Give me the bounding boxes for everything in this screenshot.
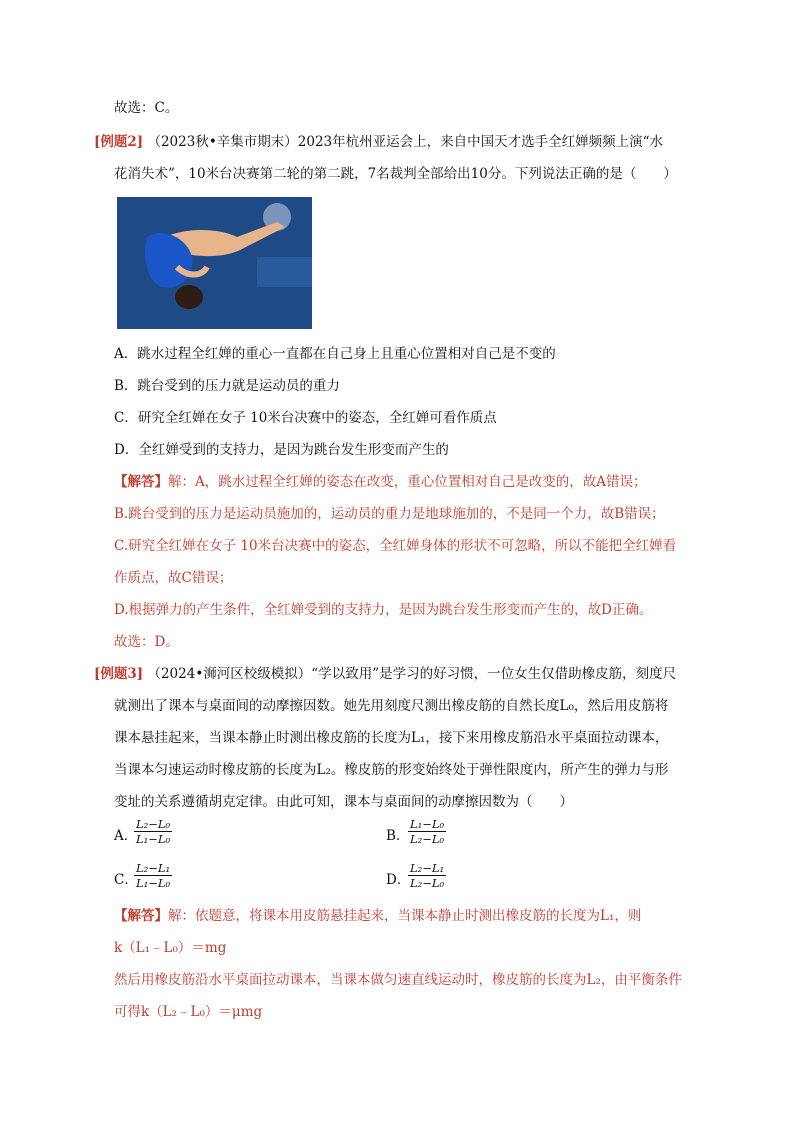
solution-tag: 【解答】 [114,908,168,924]
solution-text: 解：依题意，将课本用皮筋悬挂起来，当课本静止时测出橡皮筋的长度为L₁，则 [168,908,642,924]
numerator: L₁−L₀ [410,817,445,831]
denominator: L₂−L₀ [410,832,445,846]
numerator: L₂−L₁ [136,861,171,875]
choice-a-label: A． [114,828,138,844]
choice-d-label: D． [386,872,411,888]
solution-3-line-1 [114,906,641,926]
diver-illustration [117,197,312,329]
option-c: C．研究全红婵在女子 10米台决赛中的姿态，全红婵可看作质点 [114,410,497,426]
choice-a-fraction [134,817,172,846]
option-b: B．跳台受到的压力就是运动员的重力 [114,378,340,394]
denominator: L₁−L₀ [136,832,171,846]
solution-2-line-5: D.根据弹力的产生条件，全红婵受到的支持力，是因为跳台发生形变而产生的，故D正确。 [114,602,653,618]
solution-2-line-3: C.研究全红婵在女子 10米台决赛中的姿态，全红婵身体的形状不可忽略，所以不能把全红婵看 [114,538,677,554]
option-d: D．全红婵受到的支持力，是因为跳台发生形变而产生的 [114,442,449,458]
option-a: A．跳水过程全红婵的重心一直都在自己身上且重心位置相对自己是不变的 [114,346,556,362]
question-text: （2023秋•辛集市期末）2023年杭州亚运会上，来自中国天才选手全红婵频频上演“水 [147,134,664,150]
diver-photo [117,197,312,329]
solution-text: 解：A，跳水过程全红婵的姿态在改变，重心位置相对自己是改变的，故A错误； [168,474,647,490]
choice-b-fraction [408,817,446,846]
solution-3-line-2: k（L₁﹣L₀）＝mg [114,940,227,956]
question-text-cont: 花消失术”，10米台决赛第二轮的第二跳，7名裁判全部给出10分。下列说法正确的是（ ） [114,166,677,182]
solution-2-line-2: B.跳台受到的压力是运动员施加的，运动员的重力是地球施加的，不是同一个力，故B错误； [114,506,665,522]
choice-b-label: B． [386,828,410,844]
numerator: L₂−L₁ [410,861,445,875]
solution-3-line-4: 可得k（L₂﹣L₀）＝μmg [114,1004,263,1020]
choice-d-fraction [408,861,446,890]
answer-choice-c: 故选：C。 [114,100,179,116]
denominator: L₁−L₀ [136,876,171,890]
question-text-cont: 当课本匀速运动时橡皮筋的长度为L₂。橡皮筋的形变始终处于弹性限度内，所产生的弹力与形 [114,762,669,778]
question-text-cont: 变址的关系遵循胡克定律。由此可知，课本与桌面间的动摩擦因数为（ ） [114,794,573,810]
example-tag: [例题3] [94,666,144,682]
denominator: L₂−L₀ [410,876,445,890]
question-text-cont: 课本悬挂起来，当课本静止时测出橡皮筋的长度为L₁，接下来用橡皮筋沿水平桌面拉动课本， [114,730,669,746]
solution-tag: 【解答】 [114,474,168,490]
solution-3-line-3: 然后用橡皮筋沿水平桌面拉动课本，当课本做匀速直线运动时，橡皮筋的长度为L₂，由平衡条件 [114,972,682,988]
choice-c-fraction [134,861,172,890]
numerator: L₂−L₀ [136,817,171,831]
choice-c-label: C． [114,872,138,888]
example-2-question [94,132,663,152]
solution-2-line-1 [114,472,647,492]
question-text: （2024•浉河区校级模拟）“学以致用”是学习的好习惯，一位女生仅借助橡皮筋，刻度尺 [147,666,677,682]
example-3-question [94,664,676,684]
question-text-cont: 就测出了课本与桌面间的动摩擦因数。她先用刻度尺测出橡皮筋的自然长度L₀，然后用皮筋将 [114,698,669,714]
example-tag: [例题2] [94,134,144,150]
solution-2-line-4: 作质点，故C错误； [114,570,233,586]
solution-2-line-6: 故选：D。 [114,634,179,650]
